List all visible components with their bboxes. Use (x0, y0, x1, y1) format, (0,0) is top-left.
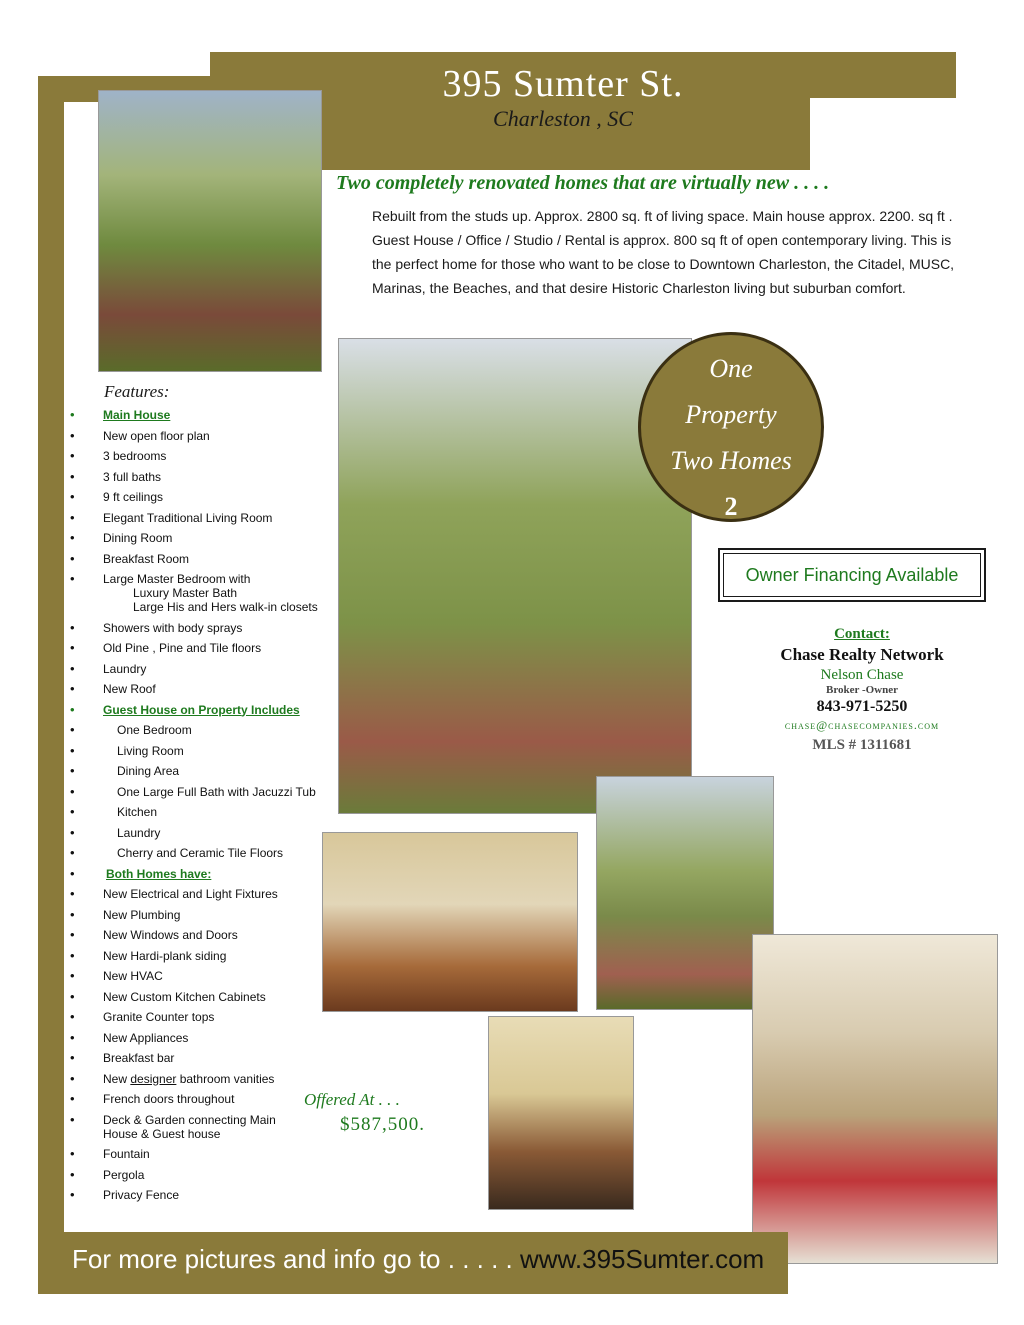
list-item: • Showers with body sprays (70, 621, 350, 635)
list-item: • Cherry and Ceramic Tile Floors (70, 846, 350, 860)
list-item: • One Bedroom (70, 723, 350, 737)
list-item: • Breakfast Room (70, 552, 350, 566)
list-item: • Laundry (70, 826, 350, 840)
list-item (70, 1072, 350, 1086)
vanities-suffix: bathroom vanities (176, 1071, 275, 1086)
list-item (70, 1113, 350, 1141)
page-subtitle: Charleston , SC (493, 106, 633, 131)
list-item: • Dining Area (70, 764, 350, 778)
badge-line4: 2 (724, 492, 738, 521)
photo-living-room (322, 832, 578, 1012)
list-item: • New Windows and Doors (70, 928, 350, 942)
list-item (70, 572, 350, 614)
owner-financing-label: Owner Financing Available (723, 553, 981, 597)
list-item: • New HVAC (70, 969, 350, 983)
list-item: • Living Room (70, 744, 350, 758)
photo-bedroom (488, 1016, 634, 1210)
price: $587,500. (340, 1114, 425, 1135)
list-item (70, 867, 350, 881)
vanities-underlined: designer (130, 1071, 177, 1086)
master-sub-closets: Large His and Hers walk-in closets (133, 600, 318, 614)
list-item: • 3 full baths (70, 470, 350, 484)
deck-line2: House & Guest house (103, 1126, 221, 1141)
page-title: 395 Sumter St. (442, 63, 684, 105)
master-line: Large Master Bedroom with (103, 572, 251, 586)
deck-line1: Deck & Garden connecting Main (103, 1112, 276, 1127)
list-item: • 9 ft ceilings (70, 490, 350, 504)
list-item: • New Appliances (70, 1031, 350, 1045)
list-item: • New Roof (70, 682, 350, 696)
list-item: • One Large Full Bath with Jacuzzi Tub (70, 785, 350, 799)
features-list (70, 408, 350, 1209)
photo-side-gate (596, 776, 774, 1010)
owner-financing-box (718, 548, 986, 602)
mls-number: MLS # 1311681 (812, 737, 912, 753)
list-item: • Dining Room (70, 531, 350, 545)
badge-text (638, 346, 824, 530)
list-item: • New Hardi-plank siding (70, 949, 350, 963)
list-item: • New Electrical and Light Fixtures (70, 887, 350, 901)
both-homes-header: Both Homes have: (106, 866, 212, 881)
list-item: • Old Pine , Pine and Tile floors (70, 641, 350, 655)
list-item: • Breakfast bar (70, 1051, 350, 1065)
master-sub-bath: Luxury Master Bath (133, 586, 238, 600)
frame-left-bar (38, 76, 64, 1294)
photo-garden-path (98, 90, 322, 372)
contact-company: Chase Realty Network (780, 645, 944, 664)
list-item: • New open floor plan (70, 429, 350, 443)
list-item: • New Custom Kitchen Cabinets (70, 990, 350, 1004)
list-item: • Laundry (70, 662, 350, 676)
list-item: • Privacy Fence (70, 1188, 350, 1202)
badge-line3: Two Homes (670, 446, 792, 475)
contact-title: Broker -Owner (826, 684, 898, 696)
list-item: • Fountain (70, 1147, 350, 1161)
list-item: • New Plumbing (70, 908, 350, 922)
badge-line2: Property (685, 400, 777, 429)
photo-dining-room (752, 934, 998, 1264)
headline: Two completely renovated homes that are virtually new . . . . (336, 172, 830, 194)
description: Rebuilt from the studs up. Approx. 2800 sq. ft of living space. Main house approx. 2200. sq ft . Guest House / Office / Studio / Rental is approx. 800 sq ft of open contemporary living. This is the perfect home for those who want to be close to Downtown Charleston, the Citadel, MUSC, Marinas, the Beaches, and that desire Historic Charleston living but suburban comfort. (372, 208, 955, 296)
contact-block (752, 626, 972, 754)
list-item: • 3 bedrooms (70, 449, 350, 463)
list-item (70, 703, 350, 717)
list-item: • Pergola (70, 1168, 350, 1182)
list-item (70, 408, 350, 422)
features-title: Features: (104, 382, 170, 401)
list-item: • Kitchen (70, 805, 350, 819)
footer-prompt: For more pictures and info go to . . . . . (72, 1244, 520, 1274)
list-item: • French doors throughout (70, 1092, 350, 1106)
guest-house-header: Guest House on Property Includes (103, 702, 300, 717)
list-item: • Elegant Traditional Living Room (70, 511, 350, 525)
badge-line1: One (709, 354, 753, 383)
vanities-prefix: New (103, 1071, 131, 1086)
list-item: • Granite Counter tops (70, 1010, 350, 1024)
footer-text (72, 1244, 764, 1275)
footer-url[interactable]: www.395Sumter.com (519, 1244, 765, 1274)
contact-phone[interactable]: 843-971-5250 (816, 698, 908, 715)
contact-name: Nelson Chase (820, 667, 904, 683)
main-house-header: Main House (103, 408, 171, 422)
contact-email[interactable]: chase@chasecompanies.com (784, 718, 940, 732)
offered-label: Offered At . . . (304, 1090, 400, 1109)
contact-label: Contact: (834, 626, 890, 642)
